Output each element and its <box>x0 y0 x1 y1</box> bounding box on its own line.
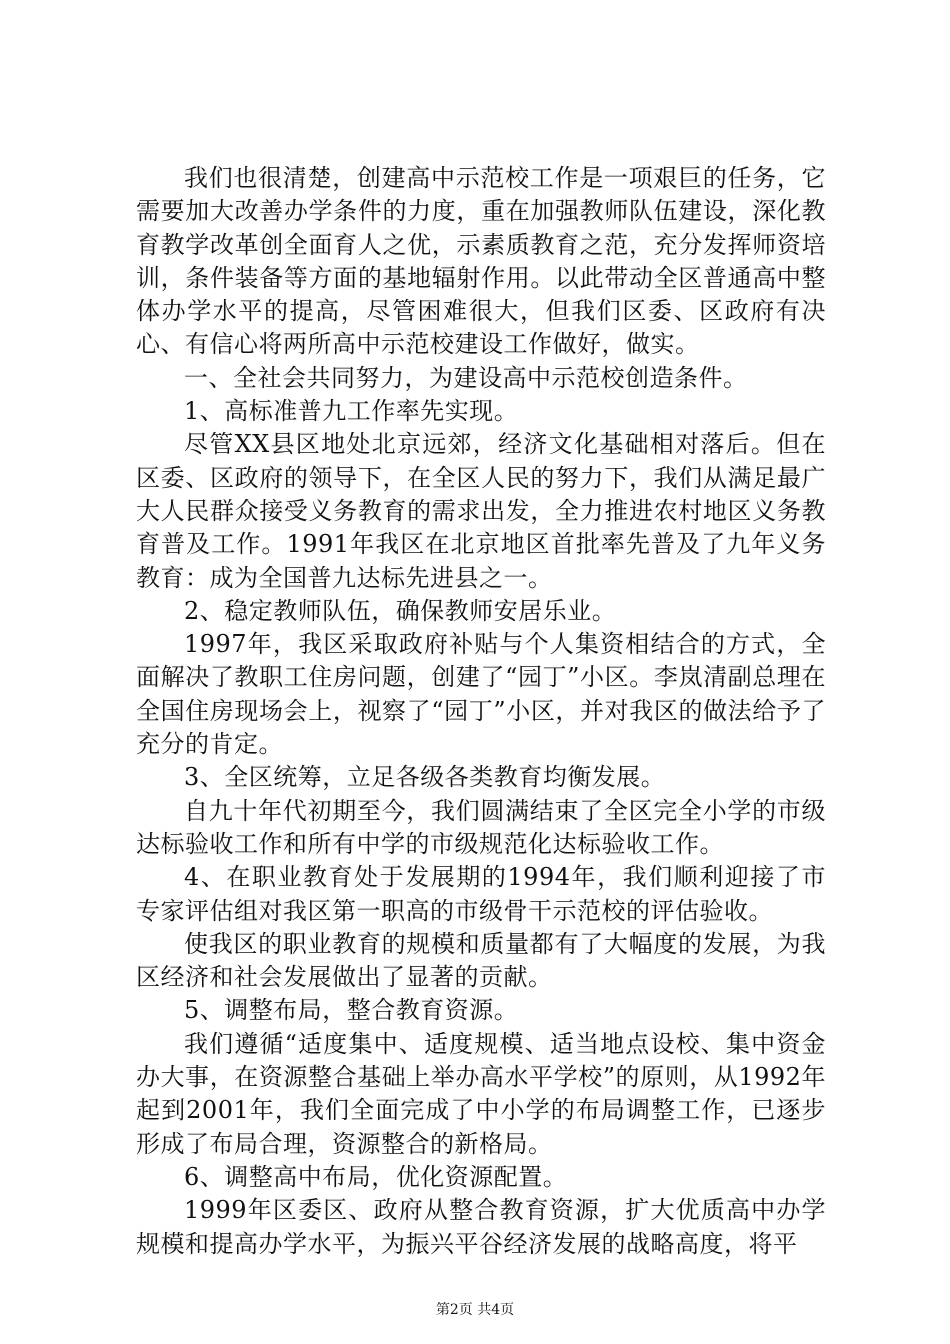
paragraph: 4、在职业教育处于发展期的1994年，我们顺利迎接了市专家评估组对我区第一职高的市级骨干示范校的评估验收。 <box>136 863 826 925</box>
paragraph: 1、高标准普九工作率先实现。 <box>184 397 519 426</box>
paragraph: 我们遵循“适度集中、适度规模、适当地点设校、集中资金办大事，在资源整合基础上举办高水平学校”的原则，从1992年起到2001年，我们全面完成了中小学的布局调整工作，已逐步形成了布局合理，资源整合的新格局。 <box>136 1029 826 1158</box>
paragraph: 6、调整高中布局，优化资源配置。 <box>184 1162 568 1191</box>
paragraph: 尽管XX县区地处北京远郊，经济文化基础相对落后。但在区委、区政府的领导下，在全区人民的努力下，我们从满足最广大人民群众接受义务教育的需求出发，全力推进农村地区义务教育普及工作。1991年我区在北京地区首批率先普及了九年义务教育：成为全国普九达标先进县之一。 <box>136 430 826 592</box>
paragraph: 使我区的职业教育的规模和质量都有了大幅度的发展，为我区经济和社会发展做出了显著的贡献。 <box>136 929 826 992</box>
paragraph: 自九十年代初期至今，我们圆满结束了全区完全小学的市级达标验收工作和所有中学的市级规范化达标验收工作。 <box>136 796 826 858</box>
paragraph: 一、全社会共同努力，为建设高中示范校创造条件。 <box>184 363 748 392</box>
paragraph: 2、稳定教师队伍，确保教师安居乐业。 <box>184 596 617 625</box>
paragraph: 5、调整布局，整合教育资源。 <box>184 996 519 1025</box>
paragraph: 3、全区统筹，立足各级各类教育均衡发展。 <box>184 763 666 792</box>
paragraph: 我们也很清楚，创建高中示范校工作是一项艰巨的任务，它需要加大改善办学条件的力度，重在加强教师队伍建设，深化教育教学改革创全面育人之优，示素质教育之范，充分发挥师资培训，条件装备等方面的基地辐射作用。以此带动全区普通高中整体办学水平的提高，尽管困难很大，但我们区委、区政府有决心、有信心将两所高中示范校建设工作做好，做实。 <box>136 164 826 359</box>
paragraph: 1997年，我区采取政府补贴与个人集资相结合的方式，全面解决了教职工住房问题，创建了“园丁”小区。李岚清副总理在全国住房现场会上，视察了“园丁”小区，并对我区的做法给予了充分的肯定。 <box>136 630 826 759</box>
body-text <box>136 162 826 1261</box>
paragraph: 1999年区委区、政府从整合教育资源，扩大优质高中办学规模和提高办学水平，为振兴平谷经济发展的战略高度，将平 <box>136 1196 826 1258</box>
page-footer: 第2页 共4页 <box>435 1302 515 1318</box>
